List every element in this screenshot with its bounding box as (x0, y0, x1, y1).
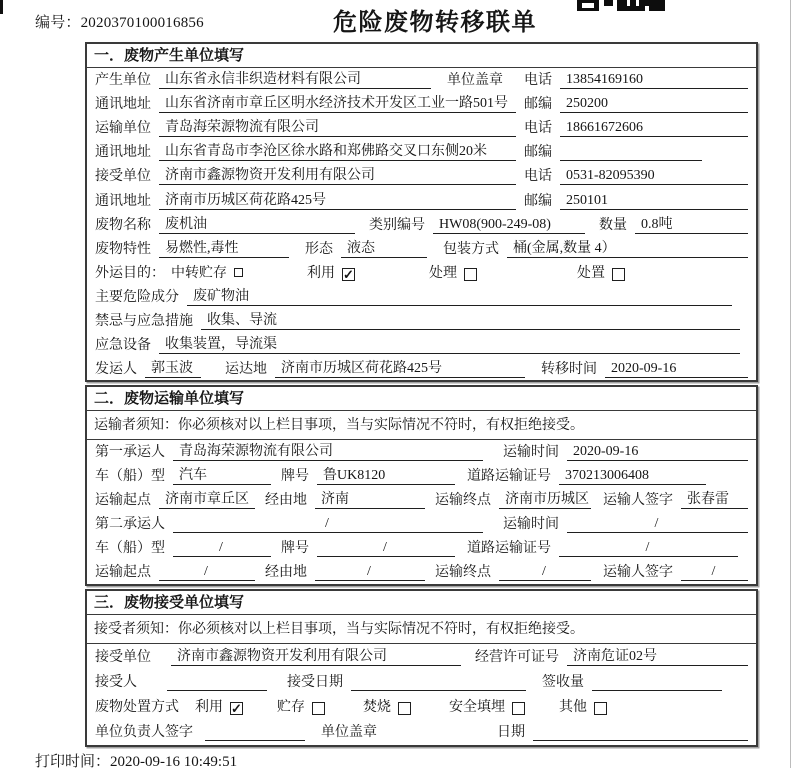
print-time-value: 2020-09-16 10:49:51 (110, 754, 238, 768)
address-value: 山东省青岛市李沧区徐水路和郑佛路交叉口东侧20米 (159, 143, 516, 161)
packing-value: 桶(金属,数量 4） (507, 240, 748, 258)
receive-date-value (351, 674, 526, 691)
license-value: 济南危证02号 (567, 648, 748, 666)
address-label: 通讯地址 (95, 145, 151, 161)
carrier-sign-label: 运输人签字 (603, 565, 673, 580)
transport-unit-label: 运输单位 (95, 121, 151, 137)
phone-value: 13854169160 (560, 71, 748, 89)
arrive-value: 济南市历城区荷花路425号 (275, 360, 525, 378)
receive-unit-value: 济南市鑫源物资开发利用有限公司 (159, 167, 516, 185)
carrier1-value: 青岛海荣源物流有限公司 (173, 443, 483, 461)
checkbox-icon (312, 702, 325, 715)
carrier2-label: 第二承运人 (95, 517, 165, 532)
zip-value: 250200 (560, 95, 748, 113)
category-value: HW08(900-249-08) (433, 216, 585, 234)
zip-label: 邮编 (524, 97, 552, 113)
row-shipper (87, 357, 756, 381)
packing-label: 包装方式 (443, 241, 499, 257)
transport-time-label: 运输时间 (503, 445, 559, 460)
row-first-carrier (87, 440, 756, 464)
carrier-sign-label: 运输人签字 (603, 493, 673, 508)
row-outbound-purpose (87, 261, 756, 285)
print-time-line (35, 750, 237, 768)
section1-header: 一．废物产生单位填写 (87, 44, 756, 68)
terminal-value: / (499, 563, 591, 581)
transport-time-value: 2020-09-16 (567, 443, 748, 461)
row-hazard-component (87, 285, 756, 309)
checkbox-icon (398, 702, 411, 715)
shipper-value: 郭玉波 (145, 360, 201, 378)
plate-label: 牌号 (281, 469, 309, 484)
plate-label: 牌号 (281, 541, 309, 556)
road-cert-label: 道路运输证号 (467, 469, 551, 484)
equipment-value: 收集装置，导流渠 (159, 336, 740, 354)
phone-label: 电话 (524, 121, 552, 137)
qr-code-fragment-icon (577, 0, 667, 11)
purpose-option-dispose: 处置 (577, 265, 625, 282)
row-transport-address (87, 140, 756, 164)
row-vehicle-1 (87, 464, 756, 488)
receiver-notice: 接受者须知：你必须核对以上栏目事项，当与实际情况不符时，有权拒绝接受。 (87, 615, 756, 644)
section-transporter (85, 385, 758, 586)
vehicle-type-label: 车（船）型 (95, 469, 165, 484)
section-producer (85, 42, 758, 382)
print-time-label: 打印时间： (35, 754, 111, 768)
serial-value: 2020370100016856 (80, 15, 204, 31)
unit-seal-label: 单位盖章 (447, 73, 503, 89)
hazard-label: 主要危险成分 (95, 289, 179, 305)
sign-qty-label: 签收量 (542, 675, 584, 690)
via-label: 经由地 (265, 565, 307, 580)
checkbox-checked-icon: ✓ (343, 266, 354, 282)
row-produce-address (87, 92, 756, 116)
origin-label: 运输起点 (95, 493, 151, 508)
disposal-label: 废物处置方式 (95, 700, 179, 715)
form-value: 液态 (341, 240, 427, 258)
unit-seal-label: 单位盖章 (321, 725, 377, 740)
page-title: 危险废物转移联单 (333, 10, 537, 36)
equipment-label: 应急设备 (95, 338, 151, 354)
date-label: 日期 (497, 725, 525, 740)
hazard-value: 废矿物油 (187, 288, 732, 306)
section-receiver (85, 589, 758, 747)
checkbox-icon (464, 268, 477, 281)
purpose-option-transfer: 中转贮存 (171, 265, 243, 282)
vehicle-type-label: 车（船）型 (95, 541, 165, 556)
row-receive-unit (87, 164, 756, 188)
row-disposal-method (87, 694, 756, 719)
phone-label: 电话 (524, 169, 552, 185)
phone-value: 18661672606 (560, 119, 748, 137)
transport-time-label: 运输时间 (503, 517, 559, 532)
via-label: 经由地 (265, 493, 307, 508)
carrier-sign-value: 张春雷 (681, 491, 748, 509)
disposal-option-use: 利用 ✓ (195, 700, 242, 716)
row-waste-name (87, 213, 756, 237)
row-produce-unit (87, 68, 756, 92)
transfer-time-value: 2020-09-16 (605, 360, 748, 378)
disposal-option-burn: 焚烧 (363, 699, 411, 716)
row-route-1 (87, 488, 756, 512)
quantity-value: 0.8吨 (635, 216, 748, 234)
taboo-label: 禁忌与应急措施 (95, 314, 193, 330)
checkbox-icon (512, 702, 525, 715)
plate-value: 鲁UK8120 (317, 467, 455, 485)
transporter-notice: 运输者须知：你必须核对以上栏目事项，当与实际情况不符时，有权拒绝接受。 (87, 411, 756, 440)
phone-value: 0531-82095390 (560, 167, 748, 185)
transfer-time-label: 转移时间 (541, 362, 597, 378)
via-value: / (315, 563, 425, 581)
produce-unit-label: 产生单位 (95, 73, 151, 89)
road-cert-label: 道路运输证号 (467, 541, 551, 556)
zip-value (560, 144, 702, 161)
taboo-value: 收集、导流 (201, 312, 740, 330)
checkbox-checked-icon: ✓ (231, 701, 242, 716)
row-receive-unit-3 (87, 644, 756, 669)
quantity-label: 数量 (599, 217, 627, 233)
row-receive-address (87, 188, 756, 212)
transport-unit-value: 青岛海荣源物流有限公司 (159, 119, 516, 137)
arrive-label: 运达地 (225, 362, 267, 378)
responsible-sign-label: 单位负责人签字 (95, 725, 193, 740)
produce-unit-value: 山东省永信非织造材料有限公司 (159, 71, 431, 89)
serial-label: 编号： (35, 15, 81, 31)
address-label: 通讯地址 (95, 97, 151, 113)
receive-unit-value: 济南市鑫源物资开发利用有限公司 (171, 648, 461, 666)
sign-qty-value (592, 674, 722, 691)
section3-header: 三．废物接受单位填写 (87, 591, 756, 615)
receiver-label: 接受人 (95, 675, 137, 690)
disposal-option-landfill: 安全填埋 (449, 699, 525, 716)
carrier2-value: / (173, 515, 483, 533)
row-responsible-sign (87, 719, 756, 744)
waste-name-label: 废物名称 (95, 217, 151, 233)
license-label: 经营许可证号 (475, 650, 559, 665)
receive-date-label: 接受日期 (287, 675, 343, 690)
receiver-value (167, 674, 267, 691)
trait-value: 易燃性,毒性 (159, 240, 289, 258)
road-cert-value: / (559, 539, 738, 557)
window-right-border (790, 0, 791, 768)
zip-label: 邮编 (524, 145, 552, 161)
receive-unit-label: 接受单位 (95, 169, 151, 185)
row-route-2 (87, 560, 756, 584)
checkbox-icon (594, 702, 607, 715)
carrier1-label: 第一承运人 (95, 445, 165, 460)
row-taboo-measures (87, 309, 756, 333)
disposal-option-store: 贮存 (277, 699, 325, 716)
disposal-option-other: 其他 (559, 699, 607, 716)
row-second-carrier (87, 512, 756, 536)
row-receiver-person (87, 669, 756, 694)
section2-header: 二．废物运输单位填写 (87, 387, 756, 411)
address-value: 山东省济南市章丘区明水经济技术开发区工业一路501号 (159, 95, 516, 113)
checkbox-icon (234, 268, 243, 277)
carrier-sign-value: / (681, 563, 748, 581)
category-label: 类别编号 (369, 217, 425, 233)
form-label: 形态 (305, 241, 333, 257)
origin-value: / (159, 563, 255, 581)
address-value: 济南市历城区荷花路425号 (159, 192, 516, 210)
transport-time-value: / (567, 515, 748, 533)
zip-label: 邮编 (524, 193, 552, 209)
serial-number-line (35, 11, 204, 32)
terminal-value: 济南市历城区 (499, 491, 591, 509)
row-emergency-equipment (87, 333, 756, 357)
responsible-sign-value (205, 724, 305, 741)
origin-value: 济南市章丘区 (159, 491, 255, 509)
row-waste-trait (87, 237, 756, 261)
address-label: 通讯地址 (95, 193, 151, 209)
terminal-label: 运输终点 (435, 565, 491, 580)
receive-unit-label: 接受单位 (95, 650, 151, 665)
origin-label: 运输起点 (95, 565, 151, 580)
checkbox-icon (612, 268, 625, 281)
row-vehicle-2 (87, 536, 756, 560)
screen-corner-artifact (0, 0, 3, 14)
plate-value: / (317, 539, 455, 557)
vehicle-type-value: / (173, 539, 271, 557)
vehicle-type-value: 汽车 (173, 467, 271, 485)
road-cert-value: 370213006408 (559, 467, 706, 485)
date-value (533, 724, 748, 741)
shipper-label: 发运人 (95, 362, 137, 378)
phone-label: 电话 (524, 73, 552, 89)
via-value: 济南 (315, 491, 425, 509)
purpose-option-use: 利用 ✓ (307, 265, 354, 282)
zip-value: 250101 (560, 192, 748, 210)
purpose-option-treat: 处理 (429, 265, 477, 282)
purpose-label: 外运目的： (95, 265, 165, 281)
waste-name-value: 废机油 (159, 216, 355, 234)
trait-label: 废物特性 (95, 241, 151, 257)
terminal-label: 运输终点 (435, 493, 491, 508)
row-transport-unit (87, 116, 756, 140)
